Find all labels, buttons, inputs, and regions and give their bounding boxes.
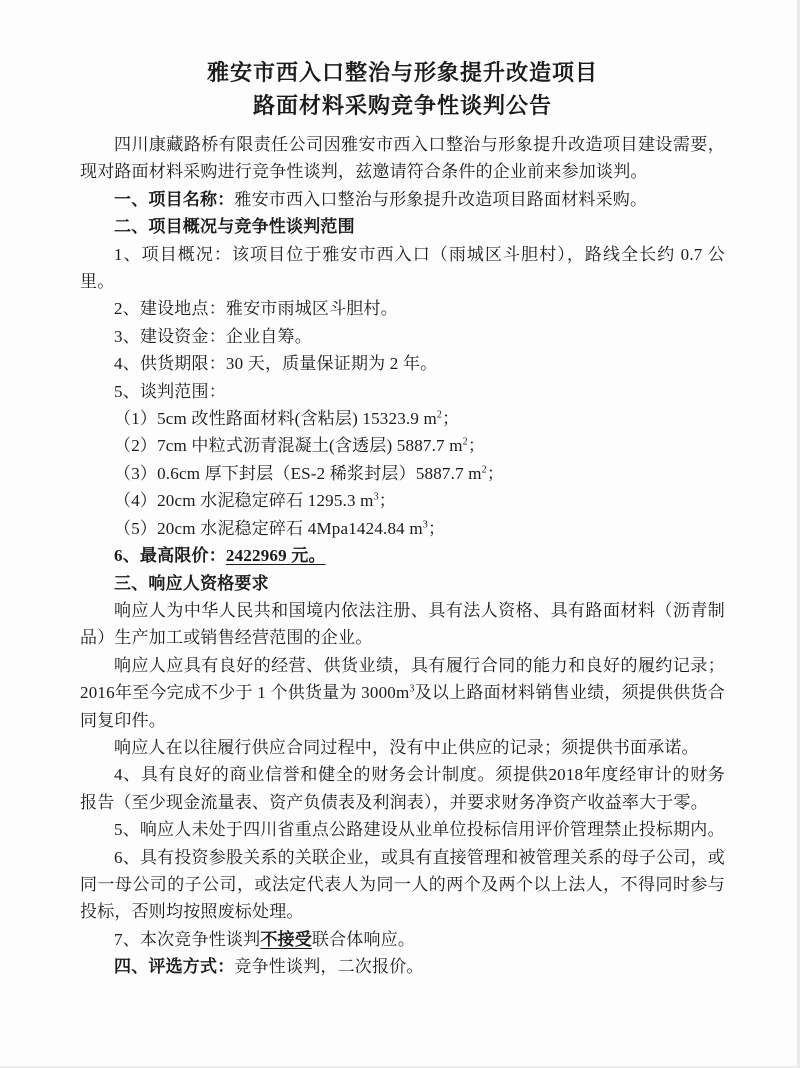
text-run: 6、最高限价：	[114, 546, 226, 566]
qualification-5	[80, 816, 725, 843]
text-run: （5）20cm 水泥稳定碎石 4Mpa1424.84 m	[114, 518, 423, 538]
document-title-line-1: 雅安市西入口整治与形象提升改造项目	[206, 60, 598, 85]
section-3-heading	[80, 570, 725, 597]
text-run: 5、响应人未处于四川省重点公路建设从业单位投标信用评价管理禁止投标期内。	[114, 820, 725, 840]
text-run: 响应人在以往履行供应合同过程中，没有中止供应的记录；须提供书面承诺。	[114, 737, 699, 757]
qualification-3	[80, 734, 725, 761]
document-body	[80, 131, 725, 981]
text-run: 4、具有良好的商业信誉和健全的财务会计制度。须提供2018年度经审计的财务报告（至少现金流量表、资产负债表及利润表），并要求财务净资产收益率大于零。	[80, 765, 725, 812]
scope-item-2	[80, 432, 725, 459]
text-run: 四、评选方式：	[114, 957, 235, 977]
text-run: ；	[442, 409, 460, 429]
section-2-heading	[80, 213, 725, 240]
text-run: ；	[427, 518, 446, 538]
text-run: （3）0.6cm 厚下封层（ES-2 稀浆封层）5887.7 m	[114, 463, 482, 483]
text-run: 7、本次竞争性谈判	[114, 929, 261, 949]
text-run: 及以上路面材料销售业绩，须提供供货合同复印件。	[80, 683, 725, 730]
qualification-7	[80, 926, 725, 953]
scope-item-4	[80, 487, 725, 514]
text-run: 4、供货期限：30 天，质量保证期为 2 年。	[114, 354, 438, 374]
item-1-project-overview	[80, 241, 725, 296]
text-run: （1）5cm 改性路面材料(含粘层) 15323.9 m	[114, 409, 437, 429]
text-run: 响应人为中华人民共和国境内依法注册、具有法人资格、具有路面材料（沥青制品）生产加工或销售经营范围的企业。	[80, 600, 725, 648]
text-run: 响应人应具有良好的经营、供货业绩，具有履行合同的能力和良好的履约记录；2016年至今完成不少于 1 个供货量为 3000m	[80, 655, 725, 703]
item-3-funding	[80, 323, 725, 350]
text-run: 一、项目名称：	[114, 189, 235, 209]
text-run: 联合体响应。	[311, 929, 416, 949]
text-run: 三、响应人资格要求	[114, 573, 269, 593]
text-run: （2）7cm 中粒式沥青混凝土(含透层) 5887.7 m	[114, 436, 463, 456]
item-6-price-ceiling	[80, 542, 725, 569]
qualification-4	[80, 761, 725, 816]
text-run: 四川康藏路桥有限责任公司因雅安市西入口整治与形象提升改造项目建设需要，现对路面材料采购进行竞争性谈判，兹邀请符合条件的企业前来参加谈判。	[80, 135, 725, 182]
text-run: 3、建设资金：企业自筹。	[114, 326, 312, 346]
text-run: 6、具有投资参股关系的关联企业，或具有直接管理和被管理关系的母子公司，或同一母公司的子公司，或法定代表人为同一人的两个及两个以上法人，不得同时参与投标，否则均按照废标处理。	[80, 847, 725, 922]
text-run: 2	[436, 409, 443, 421]
text-run: 2422969 元。	[225, 546, 326, 566]
text-run: 竞争性谈判，二次报价。	[234, 957, 424, 977]
item-2-location	[80, 295, 725, 322]
scope-item-5	[80, 515, 725, 542]
section-1-project-name	[80, 186, 725, 213]
item-5-scope-heading	[80, 378, 725, 405]
scope-item-3	[80, 460, 725, 487]
text-run: 2、建设地点：雅安市雨城区斗胆村。	[114, 299, 398, 319]
qualification-2	[80, 652, 725, 734]
text-run: ；	[378, 491, 396, 511]
document-title-block	[80, 56, 725, 122]
text-run: 3	[409, 683, 415, 695]
item-4-delivery-period	[80, 350, 725, 377]
text-run: 二、项目概况与竞争性谈判范围	[114, 217, 355, 237]
text-run: 5、谈判范围：	[114, 381, 226, 401]
text-run: 3	[373, 491, 379, 503]
text-run: ；	[467, 436, 486, 456]
text-run: 3	[422, 519, 428, 531]
document-title-line-2: 路面材料采购竞争性谈判公告	[252, 93, 552, 118]
text-run: 2	[481, 464, 487, 476]
text-run: ；	[486, 463, 505, 483]
text-run: 1、项目概况：该项目位于雅安市西入口（雨城区斗胆村），路线全长约 0.7 公里。	[80, 244, 725, 292]
qualification-6	[80, 844, 725, 926]
text-run: 不接受	[260, 929, 312, 949]
text-run: （4）20cm 水泥稳定碎石 1295.3 m	[114, 491, 374, 511]
intro-paragraph	[80, 131, 725, 186]
text-run: 雅安市西入口整治与形象提升改造项目路面材料采购。	[234, 189, 648, 209]
qualification-1	[80, 597, 725, 652]
section-4-evaluation	[80, 953, 725, 980]
text-run: 2	[462, 436, 468, 448]
scope-item-1	[80, 405, 725, 432]
